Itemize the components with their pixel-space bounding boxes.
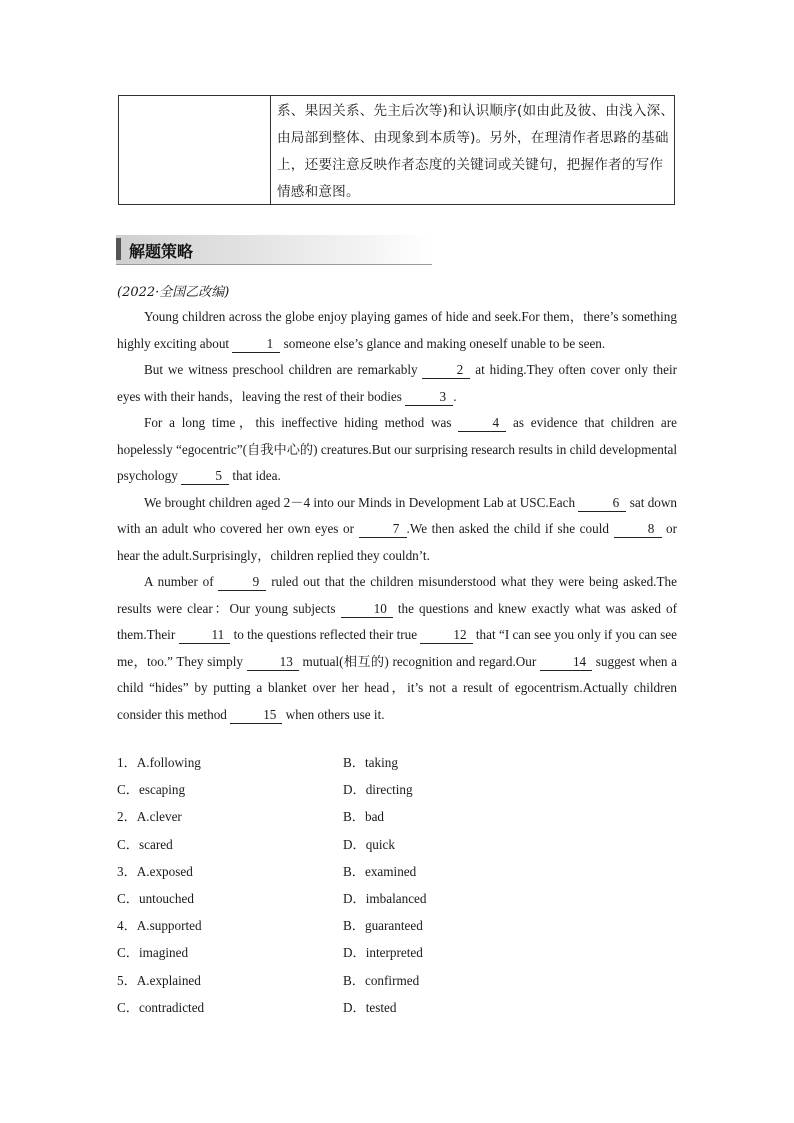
option-choice[interactable]: C．imagined (117, 945, 189, 961)
passage-text: A number of (144, 574, 214, 589)
option-choice[interactable]: B．bad (343, 809, 385, 825)
table-line: 由局部到整体、由现象到本质等)。另外，在理清作者思路的基础 (277, 130, 669, 146)
passage-text: that idea. (232, 468, 281, 483)
option-row (117, 885, 677, 912)
blank-7[interactable]: 7 (359, 521, 407, 538)
passage-text: But we witness preschool children are remarkably (144, 362, 418, 377)
table-line: 情感和意图。 (277, 184, 360, 200)
option-choice[interactable]: 2．A.clever (117, 809, 182, 825)
option-choice[interactable]: B．confirmed (343, 972, 420, 988)
passage-text: . (453, 388, 457, 404)
option-choice[interactable]: D．interpreted (343, 945, 423, 961)
option-choice[interactable]: C．contradicted (117, 999, 205, 1015)
passage-text: suggest when a child “hides” by putting a blanket over her head，it’s not a result of egocentrism.Actually children consider this method (117, 653, 678, 722)
passage-text: For a long time，this ineffective hiding method was (144, 415, 452, 430)
option-choice[interactable]: 4．A.supported (117, 918, 202, 934)
option-row (117, 749, 677, 776)
option-choice[interactable]: B．guaranteed (343, 918, 423, 934)
heading-accent-bar (116, 238, 121, 260)
passage-text: mutual(相互的) recognition and regard.Our (302, 653, 537, 669)
table-line: 系、果因关系、先主后次等)和认识顺序(如由此及彼、由浅入深、 (277, 103, 675, 119)
passage-text: that “I can see you only if you can see me，too.” They simply (117, 627, 678, 669)
option-row (117, 912, 677, 939)
passage-text: sat down with an adult who covered her own eyes or (117, 494, 677, 536)
passage-text: when others use it. (285, 706, 385, 722)
strategy-table (118, 95, 675, 205)
paragraph-5 (117, 569, 677, 728)
option-choice[interactable]: B．taking (343, 755, 398, 770)
blank-4[interactable]: 4 (458, 415, 506, 432)
table-cell-text (277, 98, 675, 206)
option-choice[interactable]: C．escaping (117, 782, 186, 798)
blank-2[interactable]: 2 (422, 362, 470, 379)
passage-text: the questions and knew exactly what was asked of them.Their (117, 600, 678, 642)
cloze-passage (117, 304, 677, 728)
option-row (117, 967, 677, 994)
paragraph-2 (117, 357, 677, 410)
paragraph-1 (117, 304, 677, 357)
passage-text: .We then asked the child if she could (406, 521, 609, 536)
heading-underline (116, 264, 432, 265)
passage-text: at hiding.They often cover only their eyes with their hands，leaving the rest of their bodies (117, 362, 677, 404)
option-row (117, 994, 677, 1021)
passage-text: someone else’s glance and making oneself unable to be seen. (283, 335, 606, 351)
paragraph-3 (117, 410, 677, 490)
blank-13[interactable]: 13 (247, 654, 299, 671)
blank-3[interactable]: 3 (405, 389, 453, 406)
blank-14[interactable]: 14 (540, 654, 592, 671)
passage-text: Young children across the globe enjoy playing games of hide and seek.For them，there’s something highly exciting about (117, 309, 677, 351)
option-choice[interactable]: B．examined (343, 863, 417, 879)
option-row (117, 776, 677, 803)
option-row (117, 858, 677, 885)
passage-text: to the questions reflected their true (233, 627, 418, 642)
option-choice[interactable]: D．imbalanced (343, 890, 427, 906)
blank-9[interactable]: 9 (218, 574, 266, 591)
passage-text: as evidence that children are hopelessly “egocentric”(自我中心的) creatures.But our surprising research results in child developmental psychology (117, 415, 677, 483)
passage-text: or hear the adult.Surprisingly，children replied they couldn’t. (117, 521, 678, 563)
paragraph-4 (117, 490, 677, 570)
source-note: (2022·全国乙改编) (117, 285, 230, 300)
section-title: 解题策略 (129, 242, 194, 261)
option-choice[interactable]: C．scared (117, 836, 173, 852)
option-choice[interactable]: 3．A.exposed (117, 863, 193, 879)
blank-12[interactable]: 12 (420, 627, 472, 644)
section-heading (116, 235, 432, 265)
blank-6[interactable]: 6 (578, 495, 626, 512)
option-choice[interactable]: 5．A.explained (117, 972, 201, 988)
option-row (117, 803, 677, 830)
blank-1[interactable]: 1 (232, 336, 280, 353)
blank-5[interactable]: 5 (181, 468, 229, 485)
option-row (117, 939, 677, 966)
blank-11[interactable]: 11 (179, 627, 231, 644)
option-row (117, 831, 677, 858)
passage-text: We brought children aged 2－4 into our Minds in Development Lab at USC.Each (144, 494, 576, 510)
option-choice[interactable]: D．directing (343, 782, 413, 798)
passage-text: ruled out that the children misunderstood what they were being asked.The results were clear：Our young subjects (117, 574, 677, 616)
table-column-divider (270, 96, 271, 204)
table-line: 上，还要注意反映作者态度的关键词或关键句，把握作者的写作 (277, 157, 664, 173)
answer-options (117, 749, 677, 1021)
option-choice[interactable]: 1．A.following (117, 755, 201, 770)
option-choice[interactable]: D．tested (343, 999, 397, 1015)
option-choice[interactable]: C．untouched (117, 890, 194, 906)
blank-10[interactable]: 10 (341, 601, 393, 618)
blank-15[interactable]: 15 (230, 707, 282, 724)
option-choice[interactable]: D．quick (343, 836, 396, 852)
blank-8[interactable]: 8 (614, 521, 662, 538)
